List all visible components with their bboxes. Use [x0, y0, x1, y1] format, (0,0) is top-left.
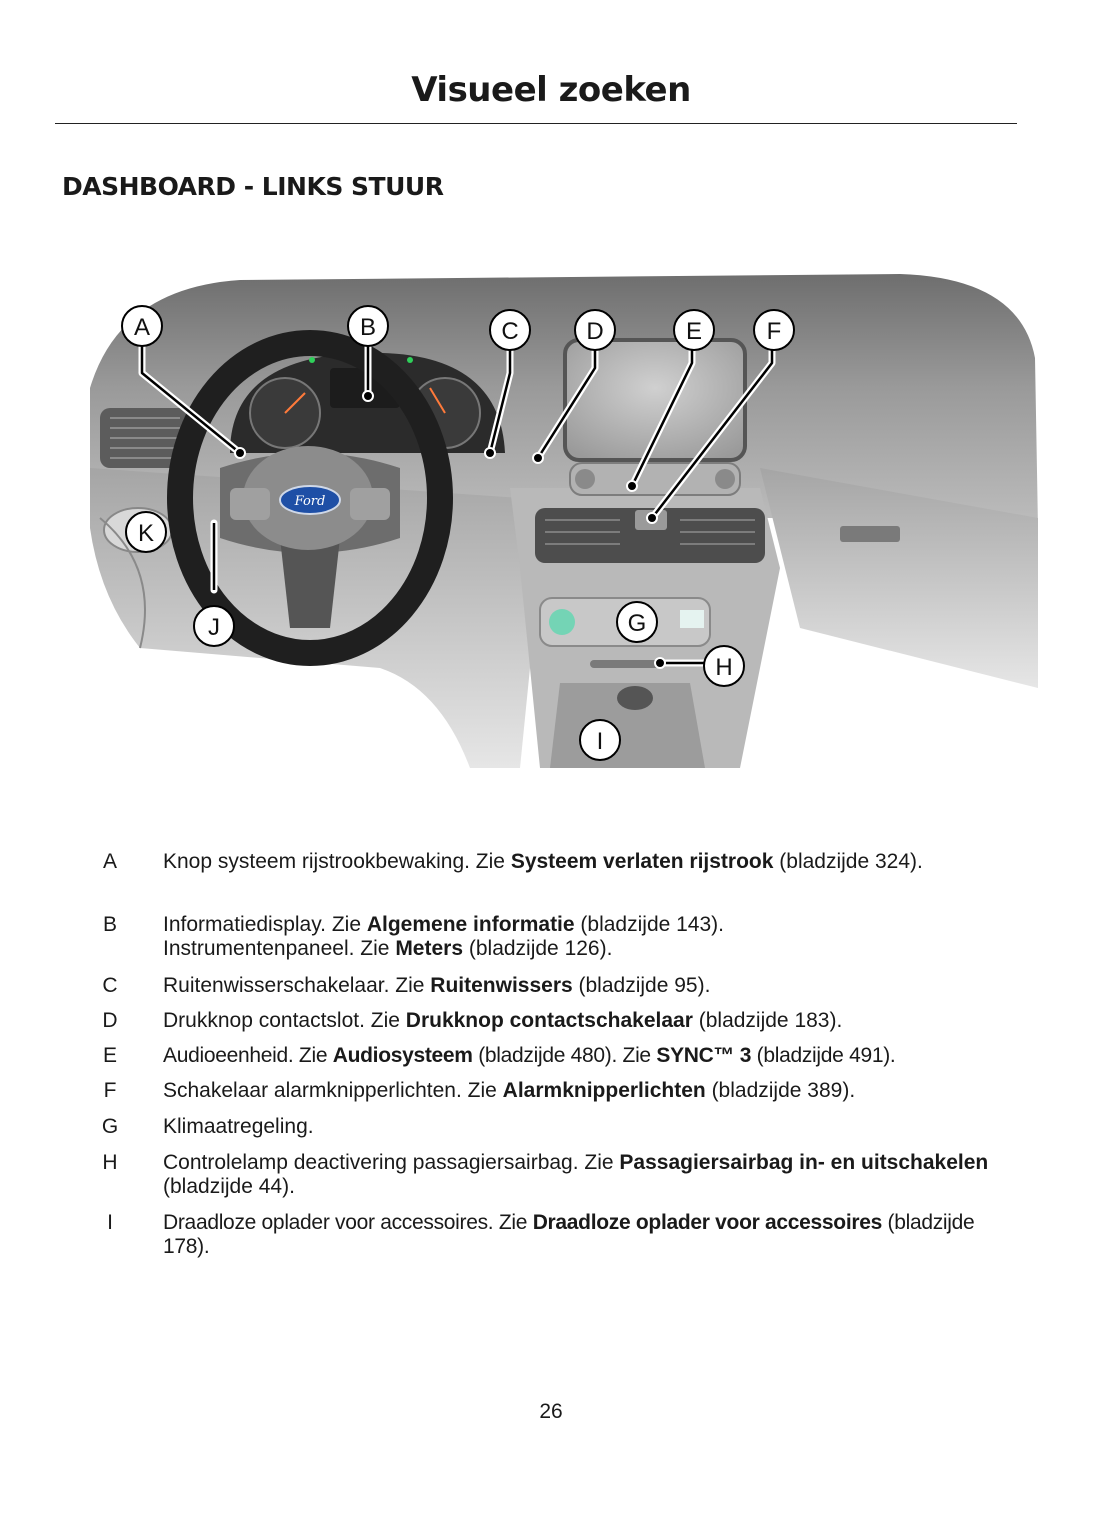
callout-h: [704, 646, 744, 686]
svg-text:K: K: [137, 520, 155, 547]
audio-unit: [570, 463, 740, 495]
svg-text:F: F: [766, 318, 782, 345]
legend-letter: G: [101, 1115, 119, 1138]
page-reference: SYNC™ 3: [656, 1044, 752, 1067]
page-number: 26: [539, 1400, 563, 1423]
callout-a: [122, 306, 162, 346]
legend-letter: H: [102, 1151, 118, 1174]
svg-text:D: D: [586, 318, 604, 345]
dashboard-illustration: [80, 268, 1040, 768]
svg-text:G: G: [627, 610, 647, 637]
page-reference: Passagiersairbag in- en uitschakelen: [619, 1151, 989, 1174]
callout-j: [194, 606, 234, 646]
passenger-airbag-lamp: [590, 660, 660, 668]
glovebox-handle: [840, 526, 900, 542]
header-divider: [55, 123, 1017, 124]
svg-text:A: A: [133, 314, 151, 341]
legend-letter: D: [102, 1009, 118, 1032]
callout-e: [674, 310, 714, 350]
ford-badge-text: Ford: [294, 494, 326, 509]
svg-text:J: J: [208, 614, 220, 641]
page-reference: Audiosysteem: [332, 1044, 473, 1067]
page-reference: Draadloze oplader voor accessoires: [532, 1211, 882, 1234]
callout-c: [490, 310, 530, 350]
callout-k: [126, 512, 166, 552]
callout-b: [348, 306, 388, 346]
page-title: Visueel zoeken: [411, 70, 691, 110]
callout-g: [617, 602, 657, 642]
page-reference: Meters: [395, 937, 464, 960]
svg-text:E: E: [685, 318, 703, 345]
page-reference: Alarmknipperlichten: [502, 1079, 706, 1102]
callout-f: [754, 310, 794, 350]
callout-d: [575, 310, 615, 350]
svg-text:H: H: [715, 654, 733, 681]
page-reference: Systeem verlaten rijstrook: [510, 850, 774, 873]
legend-letter: B: [102, 913, 117, 936]
svg-text:I: I: [596, 728, 604, 755]
section-heading: DASHBOARD - LINKS STUUR: [62, 172, 444, 201]
callout-i: [580, 720, 620, 760]
legend-letter: F: [103, 1079, 117, 1102]
legend-letter: C: [102, 974, 118, 997]
page-reference: Algemene informatie: [366, 913, 575, 936]
legend-letter: A: [102, 850, 117, 873]
page-reference: Drukknop contactschakelaar: [405, 1009, 693, 1032]
legend-letter: E: [102, 1044, 117, 1067]
legend-letter: I: [107, 1211, 113, 1234]
page-reference: Ruitenwissers: [430, 974, 573, 997]
svg-text:B: B: [359, 314, 377, 341]
svg-text:C: C: [501, 318, 519, 345]
